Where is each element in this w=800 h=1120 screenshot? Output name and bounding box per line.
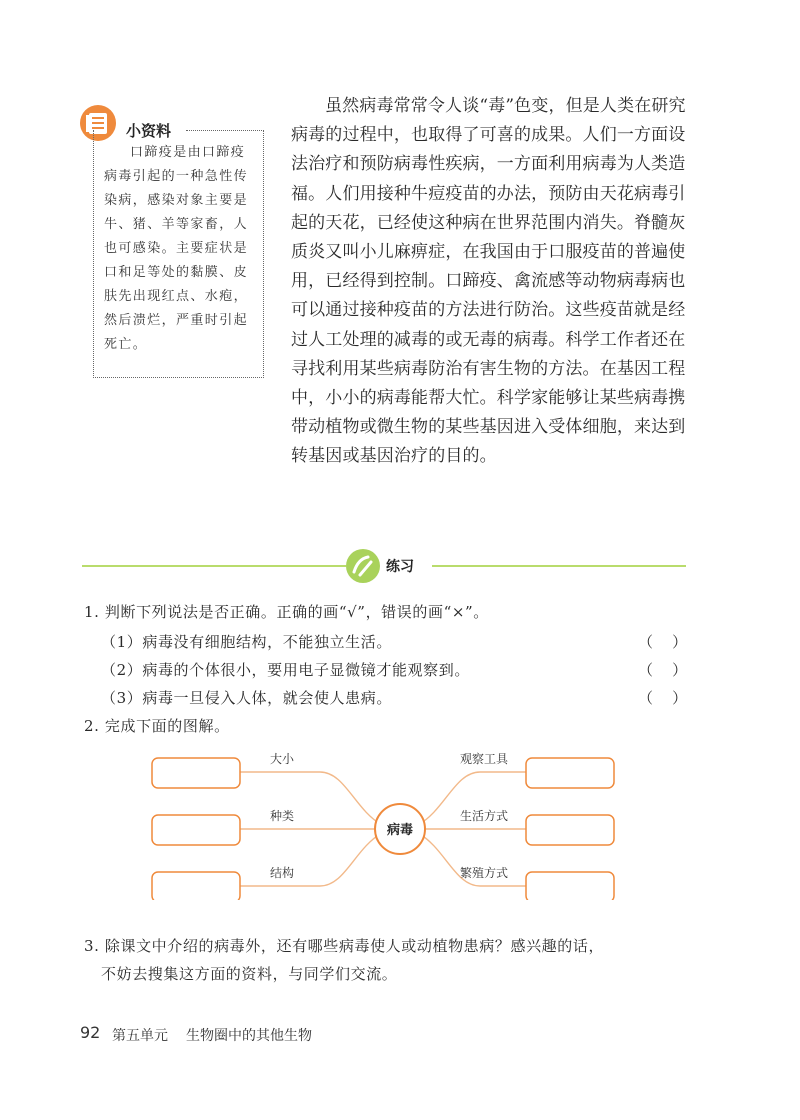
question-1-item: （3）病毒一旦侵入人体，就会使人患病。 — [101, 689, 392, 707]
blank-box-left — [152, 815, 240, 845]
chapter-label: 生物圈中的其他生物 — [186, 1028, 312, 1044]
question-3: 3. 除课文中介绍的病毒外，还有哪些病毒使人或动植物患病？感兴趣的话， — [84, 937, 605, 955]
main-paragraph: 虽然病毒常常令人谈“毒”色变，但是人类在研究病毒的过程中，也取得了可喜的成果。人们一方面设法治疗和预防病毒性疾病，一方面利用病毒为人类造福。人们用接种牛痘疫苗的办法，预防由天花病毒引起的天花，已经使这种病在世界范围内消失。脊髓灰质炎又叫小儿麻痹症，在我国由于口服疫苗的普遍使用，已经得到控制。口蹄疫、禽流感等动物病毒病也可以通过接种疫苗的方法进行防治。这些疫苗就是经过人工处理的减毒的或无毒的病毒。科学工作者还在寻找利用某些病毒防治有害生物的方法。在基因工程中，小小的病毒能帮大忙。科学家能够让某些病毒携带动植物或微生物的某些基因进入受体细胞，来达到转基因或基因治疗的目的。 — [291, 96, 686, 467]
question-1-item: （2）病毒的个体很小，要用电子显微镜才能观察到。 — [101, 661, 470, 679]
sidebar-title: 小资料 — [126, 122, 172, 140]
blank-box-right — [526, 872, 614, 900]
blank-box-right — [526, 758, 614, 788]
blank-box-right — [526, 815, 614, 845]
question-3-continued: 不妨去搜集这方面的资料，与同学们交流。 — [101, 965, 398, 983]
blank-box-left — [152, 758, 240, 788]
center-node-label: 病毒 — [386, 823, 414, 838]
branch-label-size: 大小 — [269, 752, 295, 766]
branch-label-structure: 结构 — [269, 866, 295, 880]
unit-label: 第五单元 — [112, 1028, 168, 1044]
page-number: 92 — [80, 1023, 101, 1042]
question-1-item: （1）病毒没有细胞结构，不能独立生活。 — [101, 633, 392, 651]
exercise-divider-right — [432, 565, 686, 567]
question-1: 1. 判断下列说法是否正确。正确的画“√”，错误的画“×”。 — [84, 603, 489, 621]
exercise-title: 练习 — [386, 559, 414, 575]
branch-label-lifestyle: 生活方式 — [459, 809, 509, 823]
pencil-icon — [344, 547, 382, 585]
answer-parentheses: （ ） — [638, 689, 688, 707]
branch-label-type: 种类 — [269, 809, 295, 823]
blank-box-left — [152, 872, 240, 900]
exercise-divider-left — [82, 565, 346, 567]
branch-label-tool: 观察工具 — [459, 752, 509, 766]
answer-parentheses: （ ） — [638, 661, 688, 679]
virus-concept-diagram — [140, 740, 660, 900]
branch-label-reproduction: 繁殖方式 — [459, 866, 509, 880]
answer-parentheses: （ ） — [638, 633, 688, 651]
question-2: 2. 完成下面的图解。 — [84, 717, 230, 735]
sidebar-text: 口蹄疫是由口蹄疫病毒引起的一种急性传染病，感染对象主要是牛、猪、羊等家畜，人也可感染。主要症状是口和足等处的黏膜、皮肤先出现红点、水疱，然后溃烂，严重时引起死亡。 — [104, 145, 249, 352]
